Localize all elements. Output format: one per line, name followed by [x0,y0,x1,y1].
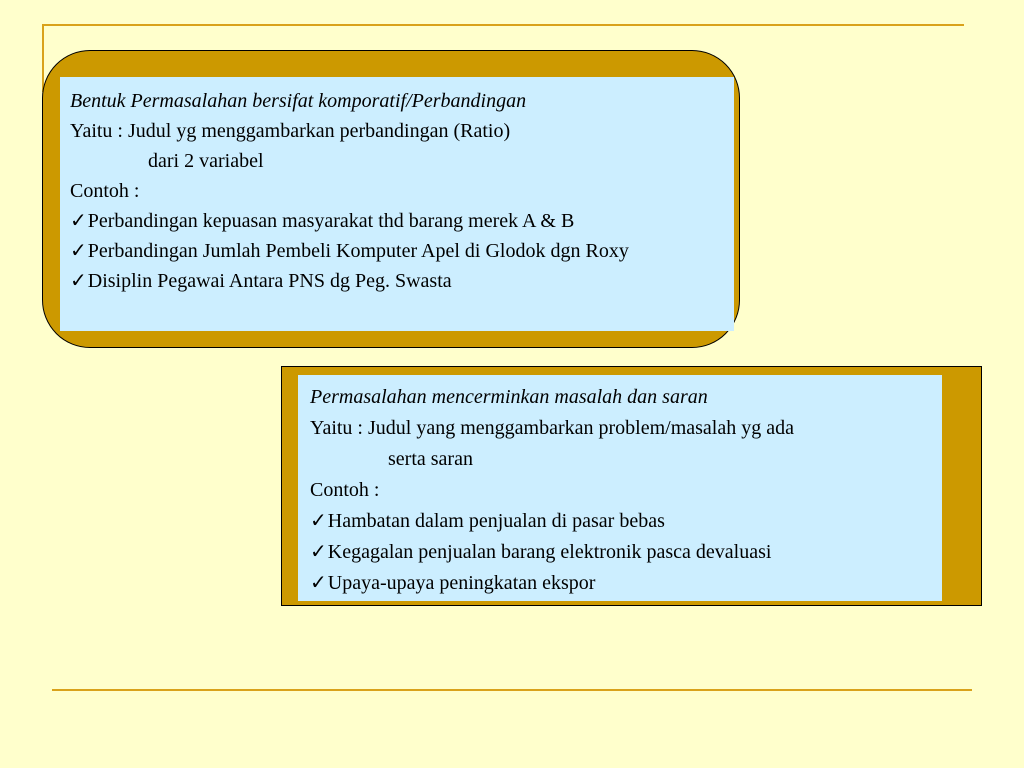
list-item [310,537,942,568]
problem-definition-continued: serta saran [388,448,473,470]
comparative-heading: Bentuk Permasalahan bersifat komporatif/Perbandingan [70,90,527,112]
comparative-definition-continued: dari 2 variabel [148,150,264,172]
comparative-example-label: Contoh : [70,180,140,202]
checkmark-icon: ✓ [70,210,87,232]
list-item [70,206,734,236]
checkmark-icon: ✓ [310,572,327,594]
bottom-decorative-line [52,689,972,691]
checkmark-icon: ✓ [70,240,87,262]
problem-example-label: Contoh : [310,479,380,501]
top-decorative-line [42,24,964,26]
checkmark-icon: ✓ [310,510,327,532]
list-item [70,236,734,266]
list-item [310,568,942,599]
list-item [70,266,734,296]
list-item-text: Perbandingan kepuasan masyarakat thd barang merek A & B [87,210,575,232]
comparative-definition: Yaitu : Judul yg menggambarkan perbandingan (Ratio) [70,120,511,142]
list-item-text: Disiplin Pegawai Antara PNS dg Peg. Swasta [87,270,452,292]
list-item [310,506,942,537]
problem-heading: Permasalahan mencerminkan masalah dan saran [310,386,708,408]
comparative-text-box [60,77,734,331]
list-item-text: Perbandingan Jumlah Pembeli Komputer Apel di Glodok dgn Roxy [87,240,629,262]
checkmark-icon: ✓ [70,270,87,292]
problem-definition: Yaitu : Judul yang menggambarkan problem/masalah yg ada [310,417,794,439]
list-item-text: Kegagalan penjualan barang elektronik pasca devaluasi [327,541,772,563]
list-item-text: Upaya-upaya peningkatan ekspor [327,572,596,594]
list-item-text: Hambatan dalam penjualan di pasar bebas [327,510,665,532]
problem-text-box [298,375,942,601]
checkmark-icon: ✓ [310,541,327,563]
